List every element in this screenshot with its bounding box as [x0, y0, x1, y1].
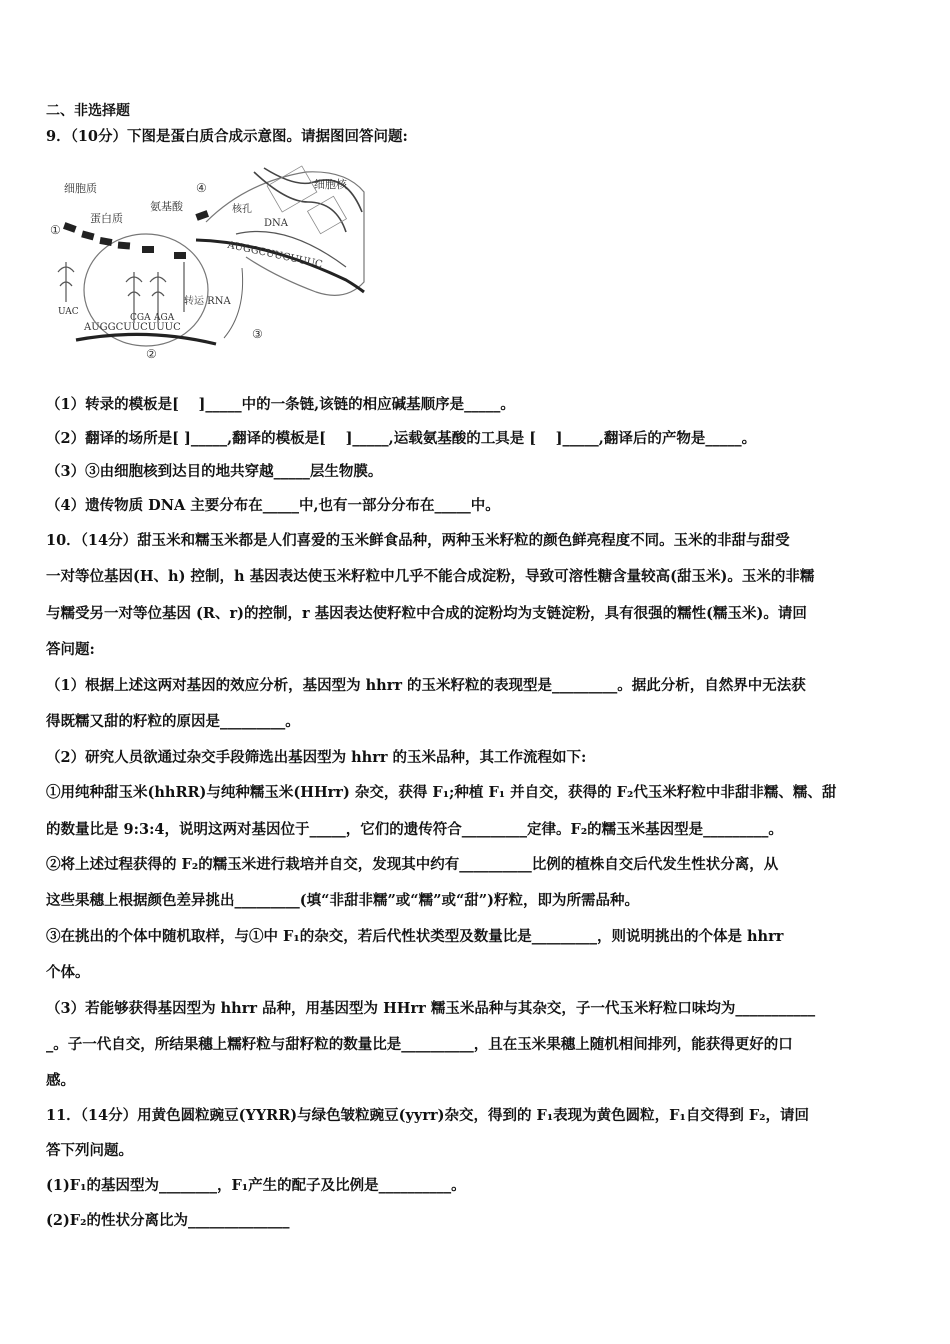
- label-mrna-upper: AUGGCUUCUUUC: [226, 239, 324, 271]
- q10-line-6: 得既糯又甜的籽粒的原因是_________。: [46, 713, 300, 730]
- mark-2: ②: [146, 347, 157, 361]
- q10-line-5: （1）根据上述这两对基因的效应分析，基因型为 hhrr 的玉米籽粒的表现型是_________。据此分析，自然界中无法获: [46, 677, 806, 694]
- mark-4: ④: [196, 181, 207, 195]
- label-nucleus: 细胞核: [314, 178, 347, 191]
- q11-line-3: (1)F₁的基因型为________，F₁产生的配子及比例是__________。: [46, 1177, 466, 1194]
- label-nuclear-pore: 核孔: [232, 204, 252, 215]
- diagram-svg: [46, 162, 368, 374]
- q10-line-1: 10．（14分）甜玉米和糯玉米都是人们喜爱的玉米鲜食品种，两种玉米籽粒的颜色鲜亮程度不同。玉米的非甜与甜受: [46, 532, 790, 549]
- q9-part-3: （3）③由细胞核到达目的地共穿越_____层生物膜。: [46, 463, 383, 480]
- q10-line-11: 这些果穗上根据颜色差异挑出_________(填“非甜非糯”或“糯”或“甜”)籽粒，即为所需品种。: [46, 892, 640, 909]
- q10-line-14: （3）若能够获得基因型为 hhrr 品种，用基因型为 HHrr 糯玉米品种与其杂交，子一代玉米籽粒口味均为___________: [46, 1000, 816, 1017]
- mrna-upper-shape: [196, 240, 364, 292]
- label-anticodon-3: AGA: [154, 313, 175, 323]
- q10-line-2: 一对等位基因(H、h) 控制，h 基因表达使玉米籽粒中几乎不能合成淀粉，导致可溶性糖含量较高(甜玉米)。玉米的非糯: [46, 568, 815, 585]
- protein-synthesis-diagram: [46, 162, 368, 374]
- q10-line-9: 的数量比是 9:3:4，说明这两对基因位于_____，它们的遗传符合_________定律。F₂的糯玉米基因型是_________。: [46, 821, 783, 838]
- q10-line-3: 与糯受另一对等位基因 (R、r)的控制，r 基因表达使籽粒中合成的淀粉均为支链淀粉，具有很强的糯性(糯玉米)。请回: [46, 605, 807, 622]
- label-trna: 转运 RNA: [184, 296, 231, 307]
- q9-part-2: （2）翻译的场所是[ ]_____,翻译的模板是[ ]_____,运载氨基酸的工具是 [ ]_____,翻译后的产物是_____。: [46, 430, 757, 447]
- q10-line-10: ②将上述过程获得的 F₂的糯玉米进行栽培并自交，发现其中约有__________比例的植株自交后代发生性状分离，从: [46, 856, 779, 873]
- label-dna: DNA: [264, 218, 288, 229]
- mark-1: ①: [50, 223, 61, 237]
- label-anticodon-1: UAC: [58, 307, 79, 317]
- q11-line-2: 答下列问题。: [46, 1142, 133, 1159]
- label-mrna-lower: AUGGCUUCUUUC: [84, 322, 181, 333]
- q10-line-16: 感。: [46, 1072, 75, 1089]
- mrna-lower-shape: [76, 334, 216, 344]
- q10-line-4: 答问题:: [46, 641, 95, 658]
- q11-line-1: 11．（14分）用黄色圆粒豌豆(YYRR)与绿色皱粒豌豆(yyrr)杂交，得到的 F₁表现为黄色圆粒，F₁自交得到 F₂，请回: [46, 1107, 810, 1124]
- q9-header: 9．（10分）下图是蛋白质合成示意图。请据图回答问题:: [46, 128, 408, 145]
- label-cytoplasm: 细胞质: [64, 182, 97, 195]
- label-amino-acid: 氨基酸: [150, 200, 183, 213]
- label-anticodon-2: CGA: [130, 313, 151, 323]
- q9-part-1: （1）转录的模板是[ ]_____中的一条链,该链的相应碱基顺序是_____。: [46, 396, 515, 413]
- q10-line-13: 个体。: [46, 964, 90, 981]
- q10-line-7: （2）研究人员欲通过杂交手段筛选出基因型为 hhrr 的玉米品种，其工作流程如下:: [46, 749, 587, 766]
- mark-3: ③: [252, 327, 263, 341]
- q9-part-4: （4）遗传物质 DNA 主要分布在_____中,也有一部分分布在_____中。: [46, 497, 500, 514]
- q10-line-12: ③在挑出的个体中随机取样，与①中 F₁的杂交，若后代性状类型及数量比是_________，则说明挑出的个体是 hhrr: [46, 928, 784, 945]
- section-title: 二、非选择题: [46, 103, 130, 119]
- label-protein: 蛋白质: [90, 212, 123, 225]
- q11-line-4: (2)F₂的性状分离比为______________: [46, 1212, 290, 1229]
- q10-line-15: _。子一代自交，所结果穗上糯籽粒与甜籽粒的数量比是__________，且在玉米果穗上随机相间排列，能获得更好的口: [46, 1036, 793, 1053]
- q10-line-8: ①用纯种甜玉米(hhRR)与纯种糯玉米(HHrr) 杂交，获得 F₁;种植 F₁ 并自交，获得的 F₂代玉米籽粒中非甜非糯、糯、甜: [46, 784, 837, 801]
